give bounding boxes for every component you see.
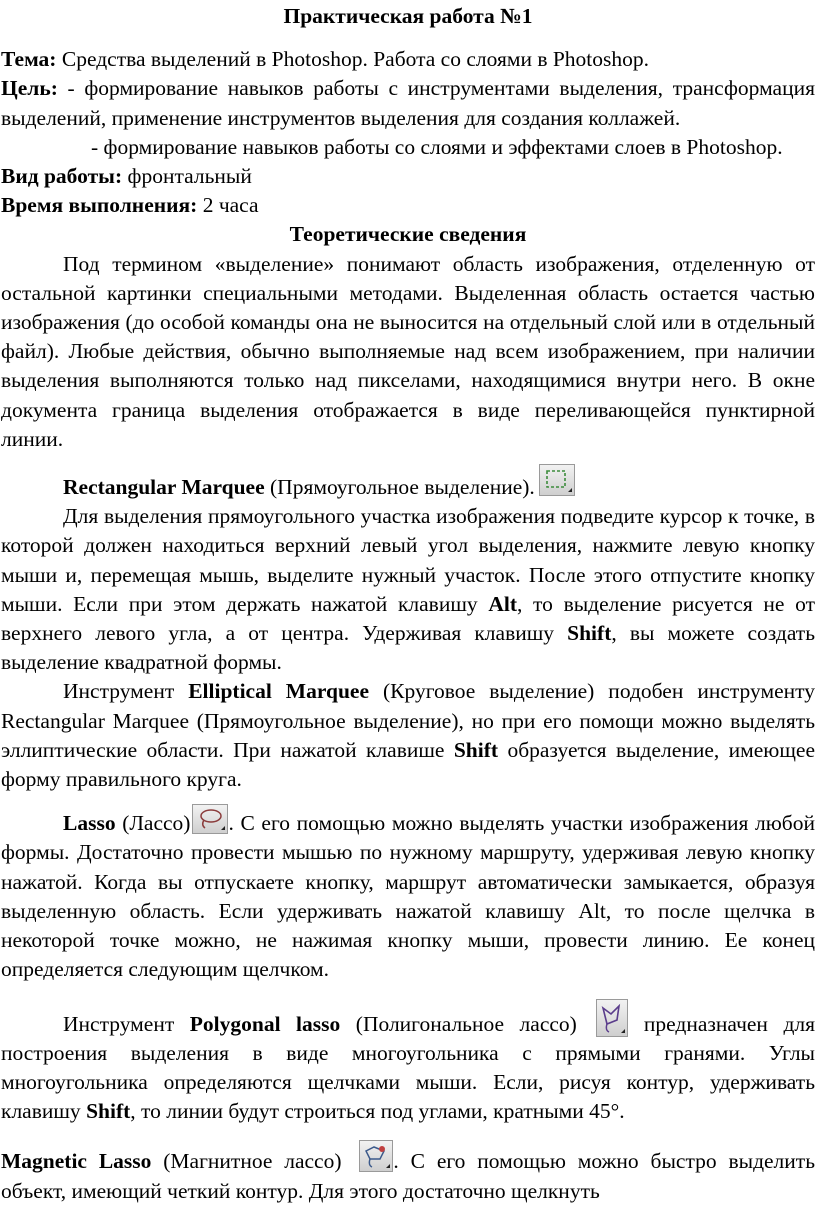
work-type-line xyxy=(1,162,815,191)
rect-marquee-ru: (Прямоугольное выделение). xyxy=(264,475,535,500)
magnetic-lasso-name: Magnetic Lasso xyxy=(1,1149,152,1174)
magnetic-lasso-paragraph: Magnetic Lasso (Магнитное лассо) . С его помощью можно быстро выделить объект, имеющий четкий контур. Для этого достаточно щелкнуть xyxy=(1,1140,815,1205)
rectangular-marquee-icon xyxy=(539,464,575,496)
duration-line xyxy=(1,191,815,220)
page-title: Практическая работа №1 xyxy=(283,4,533,28)
lasso-icon xyxy=(192,804,228,834)
magnetic-lasso-icon xyxy=(359,1140,393,1172)
goal-label: Цель: xyxy=(1,76,58,101)
rect-marquee-paragraph: Для выделения прямоугольного участка изображения подведите курсор к точке, в которой должен находиться верхний левый угол выделения, нажмите левую кнопку мыши и, перемещая мышь, выделите нужный участок. После этого отпустите кнопку мыши. Если при этом держать нажатой клавишу Alt, то выделение рисуется не от верхнего левого угла, а от центра. Удерживая клавишу Shift, вы можете создать выделение квадратной формы. xyxy=(1,504,816,675)
goal-item-1: - формирование навыков работы с инструментами выделения, трансформация выделений, применение инструментов выделения для создания коллажей. xyxy=(1,76,815,130)
goal-line xyxy=(1,74,815,132)
elliptical-marquee-name: Elliptical Marquee xyxy=(188,679,369,704)
goal-item-2-line xyxy=(1,133,815,162)
topic-text: Средства выделений в Photoshop. Работа со слоями в Photoshop. xyxy=(56,47,650,72)
duration-label: Время выполнения: xyxy=(1,193,198,218)
polygonal-lasso-name: Polygonal lasso xyxy=(189,1011,341,1036)
section-heading: Теоретические сведения xyxy=(289,222,527,247)
duration-text: 2 часа xyxy=(197,193,259,218)
polygonal-lasso-icon xyxy=(596,999,628,1037)
topic-line xyxy=(1,45,815,74)
lasso-paragraph: Lasso (Лассо) . С его помощью можно выделять участки изображения любой формы. Достаточно провести мышью по нужному маршруту, удерживая левую кнопку нажатой. Когда вы отпускаете кнопку, маршрут автоматически замыкается, образуя выделенную область. Если удерживать нажатой клавишу Alt, то после щелчка в некоторой точке можно, не нажимая кнопку мыши, провести линию. Ее конец определяется следующим щелчком. xyxy=(1,804,815,984)
rect-marquee-heading xyxy=(1,464,815,502)
intro-paragraph: Под термином «выделение» понимают область изображения, отделенную от остальной картинки специальными методами. Выделенная область остается частью изображения (до особой команды она не выносится на отдельный слой или в отдельный файл). Любые действия, обычно выполняемые над всем изображением, при наличии выделения выполняются только над пикселами, находящимися внутри него. В окне документа граница выделения отображается в виде переливающейся пунктирной линии. xyxy=(1,251,815,451)
polygonal-lasso-paragraph: Инструмент Polygonal lasso (Полигональное лассо) предназначен для построения выделения в виде многоугольника с прямыми гранями. Углы многоугольника определяются щелчками мыши. Если, рисуя контур, удерживать клавишу Shift, то линии будут строиться под углами, кратными 45°. xyxy=(1,999,815,1127)
rect-marquee-name: Rectangular Marquee xyxy=(63,475,265,500)
work-type-text: фронтальный xyxy=(122,164,252,189)
work-type-label: Вид работы: xyxy=(1,164,123,189)
document-page xyxy=(1,2,815,1206)
topic-label: Тема: xyxy=(1,47,57,72)
lasso-name: Lasso xyxy=(63,811,116,836)
elliptical-marquee-paragraph: Инструмент Elliptical Marquee (Круговое выделение) подобен инструменту Rectangular Marquee (Прямоугольное выделение), но при его помощи можно выделять эллиптические области. При нажатой клавише Shift образуется выделение, имеющее форму правильного круга. xyxy=(1,679,815,792)
goal-item-2: - формирование навыков работы со слоями и эффектами слоев в Photoshop. xyxy=(91,134,783,159)
